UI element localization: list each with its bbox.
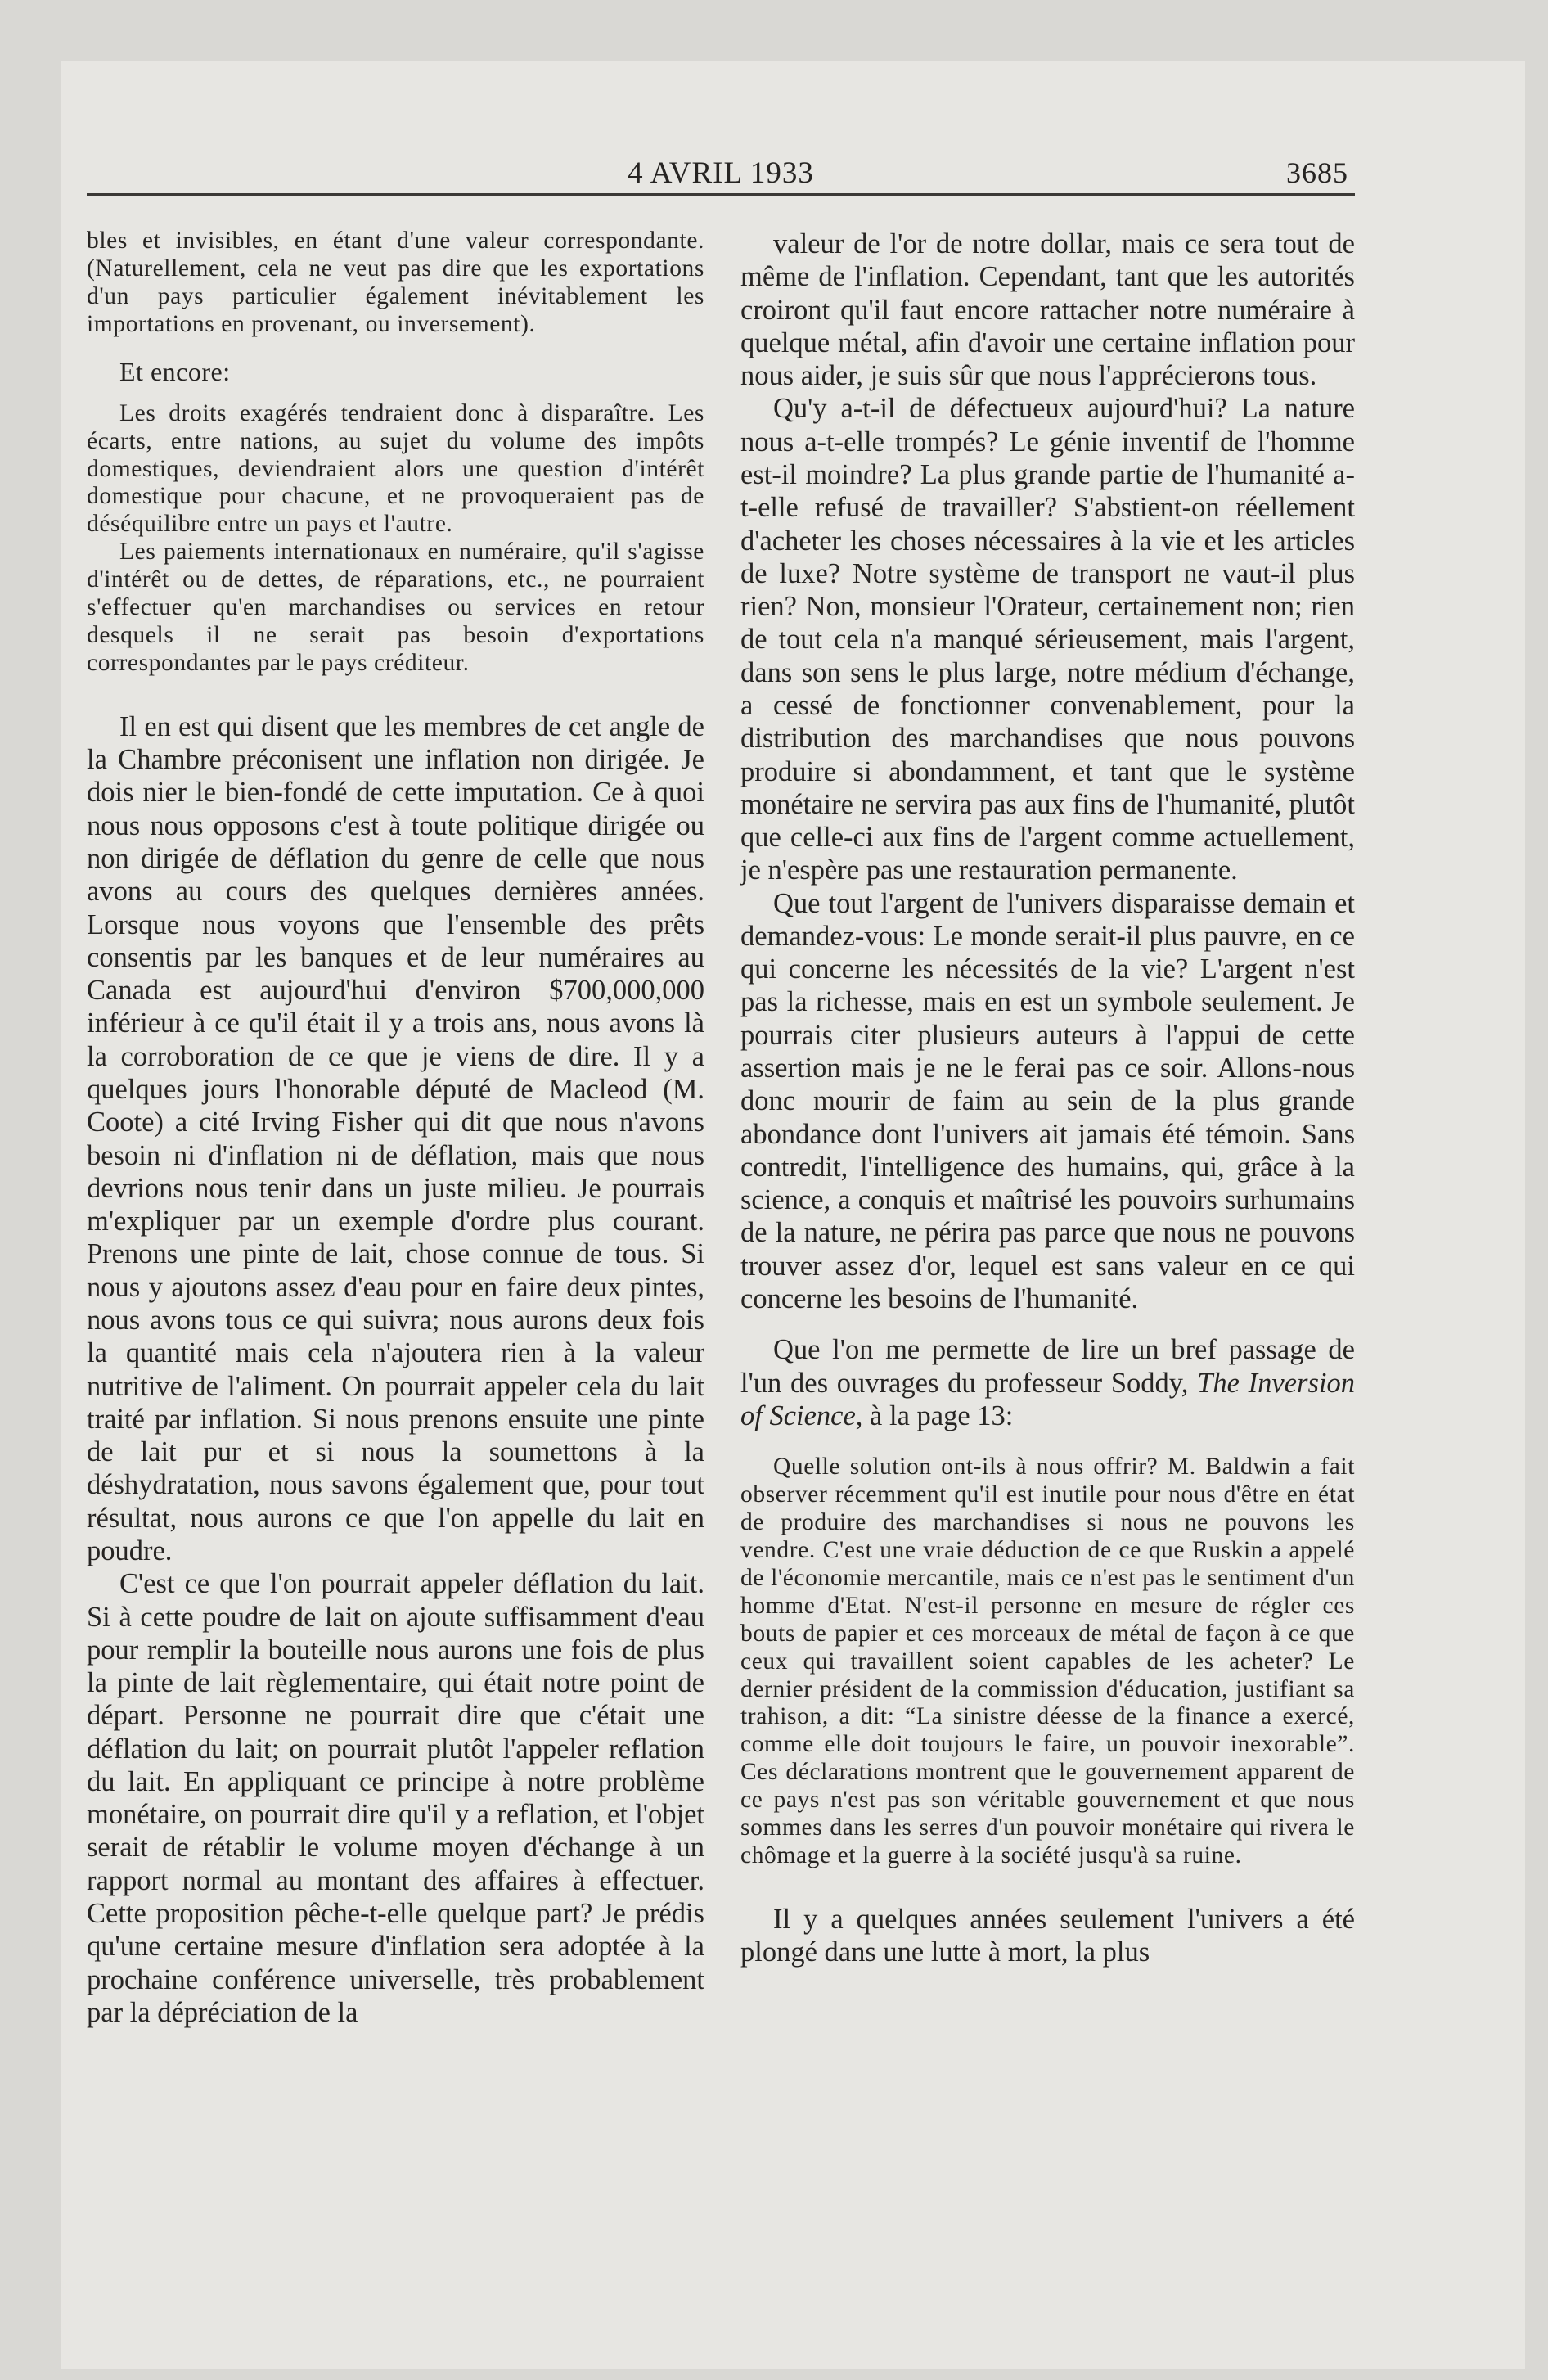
paragraph: Que tout l'argent de l'univers disparaisse demain et demandez-vous: Le monde serait-il plus pauvre, en ce qui concerne les nécessités de la vie? L'argent n'est pas la richesse, mais en est un symbole seulement. Je pourrais citer plusieurs auteurs à l'appui de cette assertion mais je ne le ferai pas ce soir. Allons-nous donc mourir de faim au sein de la plus grande abondance dont l'univers ait jamais été témoin. Sans contredit, l'intelligence des humains, qui, grâce à la science, a conquis et maîtrisé les pouvoirs surhumains de la nature, ne périra pas parce que nous ne pouvons trouver assez d'or, lequel est sans valeur en ce qui concerne les besoins de l'humanité.	[740, 887, 1355, 1314]
right-body-text-2	[740, 1903, 1355, 1969]
citation-intro: Que l'on me permette de lire un bref passage de l'un des ouvrages du professeur Soddy,	[740, 1334, 1355, 1399]
paragraph: bles et invisibles, en étant d'une valeur correspondante. (Naturellement, cela ne veut pas dire que les exportations d'un pays particulier également inévitablement les importations en provenant, ou inversement).	[87, 228, 704, 337]
paragraph: Les droits exagérés tendraient donc à disparaître. Les écarts, entre nations, au sujet du volume des impôts domestiques, deviendraient alors une question d'intérêt domestique pour chacune, et ne provoqueraient pas de déséquilibre entre un pays et l'autre.	[87, 399, 704, 538]
header-page-number: 3685	[1286, 156, 1348, 189]
paragraph: Il y a quelques années seulement l'univers a été plongé dans une lutte à mort, la plus	[740, 1903, 1355, 1968]
left-small-text-block	[87, 228, 704, 339]
quote-paragraph: Quelle solution ont-ils à nous offrir? M. Baldwin a fait observer récemment qu'il est inutile pour nous d'être en état de produire des marchandises si nous ne pouvons les vendre. C'est une vraie déduction de ce que Ruskin a appelé de l'économie mercantile, mais ce n'est pas le sentiment d'un homme d'Etat. N'est-il personne en mesure de régler ces bouts de papier et ces morceaux de métal de façon à ce que ceux qui travaillent soient capables de les acheter? Le dernier président de la commission d'éducation, justifiant sa trahison, a dit: “La sinistre déesse de la finance a exercé, comme elle doit toujours le faire, un pouvoir inexorable”. Ces déclarations montrent que le gouvernement apparent de ce pays n'est pas son véritable gouvernement et que nous sommes dans les serres d'un pouvoir monétaire qui rivera le chômage et la guerre à la société jusqu'à sa ruine.	[740, 1454, 1355, 1869]
left-body-text	[87, 710, 704, 2029]
right-body-text	[740, 228, 1355, 1432]
left-small-text-block-2	[87, 400, 704, 678]
paragraph: valeur de l'or de notre dollar, mais ce sera tout de même de l'inflation. Cependant, tant que les autorités croiront qu'il faut encore rattacher notre numéraire à quelque métal, afin d'avoir une certaine inflation pour nous aider, je suis sûr que nous l'apprécierons tous.	[740, 228, 1355, 392]
header-date: 4 AVRIL 1933	[628, 156, 814, 190]
section-label: Et encore:	[119, 356, 231, 386]
paragraph	[740, 1333, 1355, 1432]
paragraph: C'est ce que l'on pourrait appeler déflation du lait. Si à cette poudre de lait on ajoute suffisamment d'eau pour remplir la bouteille nous aurons une fois de plus la pinte de lait règlementaire, qui était notre point de départ. Personne ne pourrait dire que c'était une déflation du lait; on pourrait plutôt l'appeler reflation du lait. En appliquant ce principe à notre problème monétaire, on pourrait dire qu'il y a reflation, et l'objet serait de rétablir le volume moyen d'échange à un rapport normal au montant des affaires à effectuer. Cette proposition pêche-t-elle quelque part? Je prédis qu'une certaine mesure d'inflation sera adoptée à la prochaine conférence universelle, très probablement par la dépréciation de la	[87, 1568, 704, 2028]
left-column	[87, 228, 704, 2029]
paragraph: Qu'y a-t-il de défectueux aujourd'hui? La nature nous a-t-elle trompés? Le génie inventif de l'homme est-il moindre? La plus grande partie de l'humanité a-t-elle refusé de travailler? S'abstient-on réellement d'acheter les choses nécessaires à la vie et les articles de luxe? Notre système de transport ne vaut-il plus rien? Non, monsieur l'Orateur, certainement non; rien de tout cela n'a manqué sérieusement, mais l'argent, dans son sens le plus large, notre médium d'échange, a cessé de fonctionner convenablement, pour la distribution des marchandises que nous pouvons produire si abondamment, et tant que le système monétaire ne servira pas aux fins de l'humanité, plutôt que celle-ci aux fins de l'argent comme actuellement, je n'espère pas une restauration permanente.	[740, 393, 1355, 886]
book-title: The Inversion of Science,	[740, 1367, 1355, 1431]
right-column	[740, 228, 1355, 1969]
citation-page: à la page 13:	[870, 1400, 1014, 1431]
paragraph: Il en est qui disent que les membres de cet angle de la Chambre préconisent une inflation non dirigée. Je dois nier le bien-fondé de cette imputation. Ce à quoi nous nous opposons c'est à toute politique dirigée ou non dirigée de déflation du genre de celle que nous avons au cours des quelques dernières années. Lorsque nous voyons que l'ensemble des prêts consentis par les banques et de leur numéraires au Canada est aujourd'hui d'environ $700,000,000 inférieur à ce qu'il était il y a trois ans, nous avons là la corroboration de ce que je viens de dire. Il y a quelques jours l'honorable député de Macleod (M. Coote) a cité Irving Fisher qui dit que nous n'avons besoin ni d'inflation ni de déflation, mais que nous devrions nous tenir dans un juste milieu. Je pourrais m'expliquer par un exemple d'ordre plus courant. Prenons une pinte de lait, chose connue de tous. Si nous y ajoutons assez d'eau pour en faire deux pintes, nous avons tous ce qui suivra; nous aurons deux fois la quantité mais cela n'ajoutera rien à la valeur nutritive de l'aliment. On pourrait appeler cela du lait traité par inflation. Si nous prenons ensuite une pinte de lait pur et si nous la soumettons à la déshydratation, nous savons également que, pour tout résultat, nous aurons ce que l'on appelle du lait en poudre.	[87, 710, 704, 1566]
paragraph: Les paiements internationaux en numéraire, qu'il s'agisse d'intérêt ou de dettes, de réparations, etc., ne pourraient s'effectuer qu'en marchandises ou services en retour desquels il ne serait pas besoin d'exportations correspondantes par le pays créditeur.	[87, 539, 704, 676]
page-header	[87, 156, 1355, 196]
block-quote	[740, 1454, 1355, 1870]
